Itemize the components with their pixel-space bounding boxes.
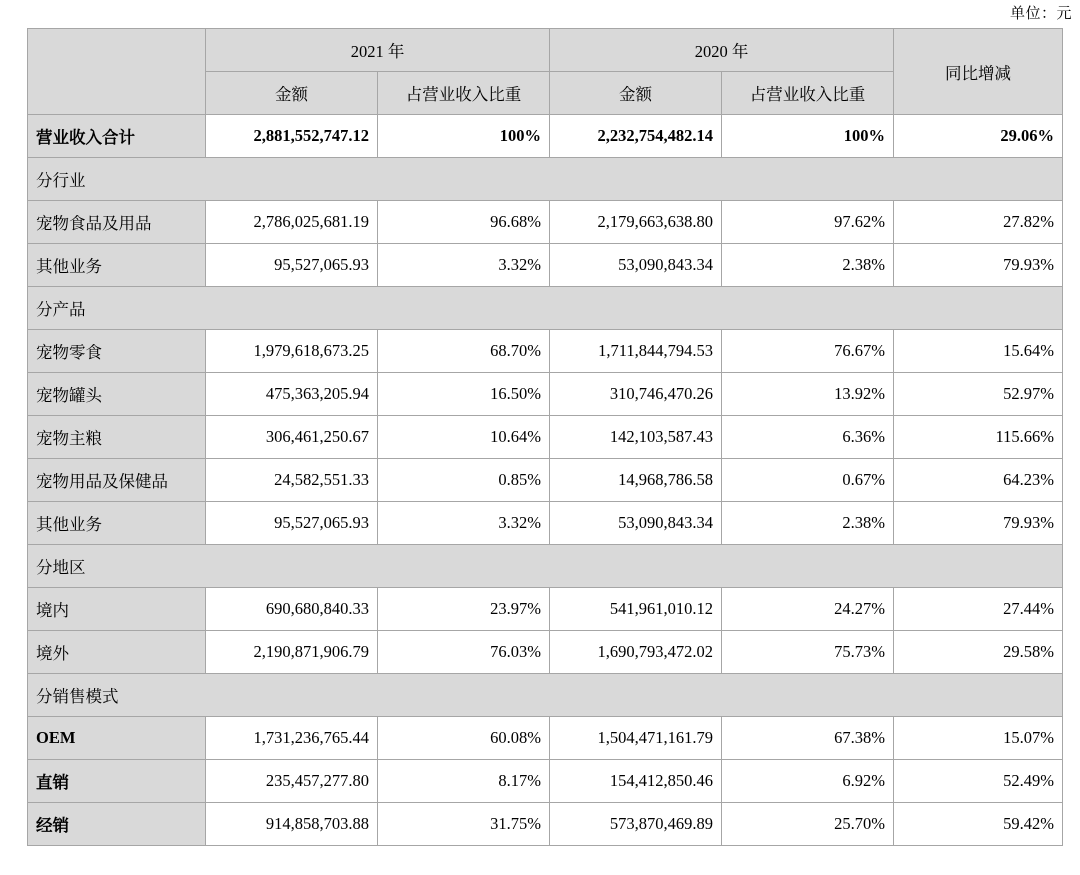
row-label: 营业收入合计 bbox=[28, 115, 206, 158]
table-row bbox=[28, 760, 1063, 803]
cell-ratio-2020: 6.36% bbox=[722, 416, 894, 459]
row-label: 直销 bbox=[28, 760, 206, 803]
cell-amount-2021: 306,461,250.67 bbox=[206, 416, 378, 459]
cell-ratio-2020: 76.67% bbox=[722, 330, 894, 373]
cell-ratio-2020: 97.62% bbox=[722, 201, 894, 244]
cell-ratio-2021: 3.32% bbox=[378, 502, 550, 545]
row-label: 宠物主粮 bbox=[28, 416, 206, 459]
section-label: 分行业 bbox=[28, 158, 1063, 201]
cell-yoy: 52.49% bbox=[894, 760, 1063, 803]
cell-ratio-2021: 100% bbox=[378, 115, 550, 158]
table-row bbox=[28, 373, 1063, 416]
cell-amount-2021: 2,786,025,681.19 bbox=[206, 201, 378, 244]
section-label: 分产品 bbox=[28, 287, 1063, 330]
header-ratio-2020: 占营业收入比重 bbox=[722, 72, 894, 115]
cell-ratio-2021: 60.08% bbox=[378, 717, 550, 760]
table-row bbox=[28, 631, 1063, 674]
table-head bbox=[28, 29, 1063, 115]
cell-ratio-2020: 100% bbox=[722, 115, 894, 158]
cell-yoy: 27.82% bbox=[894, 201, 1063, 244]
cell-ratio-2021: 76.03% bbox=[378, 631, 550, 674]
table-row bbox=[28, 459, 1063, 502]
cell-amount-2020: 1,711,844,794.53 bbox=[550, 330, 722, 373]
table-body bbox=[28, 115, 1063, 846]
cell-amount-2021: 690,680,840.33 bbox=[206, 588, 378, 631]
cell-amount-2020: 310,746,470.26 bbox=[550, 373, 722, 416]
cell-ratio-2020: 2.38% bbox=[722, 244, 894, 287]
row-label: OEM bbox=[28, 717, 206, 760]
revenue-breakdown-table-wrapper bbox=[27, 28, 1062, 846]
table-row bbox=[28, 588, 1063, 631]
cell-ratio-2020: 13.92% bbox=[722, 373, 894, 416]
table-section-row bbox=[28, 674, 1063, 717]
cell-yoy: 79.93% bbox=[894, 244, 1063, 287]
header-year-2021: 2021 年 bbox=[206, 29, 550, 72]
cell-ratio-2021: 3.32% bbox=[378, 244, 550, 287]
table-row bbox=[28, 416, 1063, 459]
cell-ratio-2021: 0.85% bbox=[378, 459, 550, 502]
cell-yoy: 59.42% bbox=[894, 803, 1063, 846]
header-amount-2020: 金额 bbox=[550, 72, 722, 115]
table-section-row bbox=[28, 545, 1063, 588]
cell-amount-2020: 1,690,793,472.02 bbox=[550, 631, 722, 674]
cell-yoy: 29.06% bbox=[894, 115, 1063, 158]
table-row bbox=[28, 502, 1063, 545]
header-ratio-2021: 占营业收入比重 bbox=[378, 72, 550, 115]
cell-yoy: 64.23% bbox=[894, 459, 1063, 502]
cell-ratio-2021: 96.68% bbox=[378, 201, 550, 244]
cell-yoy: 52.97% bbox=[894, 373, 1063, 416]
cell-amount-2020: 142,103,587.43 bbox=[550, 416, 722, 459]
cell-amount-2020: 53,090,843.34 bbox=[550, 244, 722, 287]
cell-yoy: 29.58% bbox=[894, 631, 1063, 674]
cell-amount-2021: 914,858,703.88 bbox=[206, 803, 378, 846]
cell-ratio-2021: 23.97% bbox=[378, 588, 550, 631]
cell-amount-2020: 14,968,786.58 bbox=[550, 459, 722, 502]
table-row bbox=[28, 244, 1063, 287]
cell-ratio-2020: 25.70% bbox=[722, 803, 894, 846]
cell-yoy: 79.93% bbox=[894, 502, 1063, 545]
cell-ratio-2020: 0.67% bbox=[722, 459, 894, 502]
revenue-breakdown-table bbox=[27, 28, 1063, 846]
cell-amount-2020: 53,090,843.34 bbox=[550, 502, 722, 545]
table-section-row bbox=[28, 287, 1063, 330]
table-row bbox=[28, 201, 1063, 244]
cell-amount-2021: 95,527,065.93 bbox=[206, 244, 378, 287]
table-row bbox=[28, 803, 1063, 846]
cell-ratio-2020: 6.92% bbox=[722, 760, 894, 803]
cell-amount-2021: 2,190,871,906.79 bbox=[206, 631, 378, 674]
cell-amount-2020: 154,412,850.46 bbox=[550, 760, 722, 803]
cell-ratio-2021: 31.75% bbox=[378, 803, 550, 846]
cell-amount-2021: 95,527,065.93 bbox=[206, 502, 378, 545]
table-row bbox=[28, 330, 1063, 373]
cell-ratio-2020: 2.38% bbox=[722, 502, 894, 545]
table-header-row-1 bbox=[28, 29, 1063, 72]
table-total-row bbox=[28, 115, 1063, 158]
cell-amount-2020: 541,961,010.12 bbox=[550, 588, 722, 631]
cell-ratio-2021: 8.17% bbox=[378, 760, 550, 803]
header-corner bbox=[28, 29, 206, 115]
row-label: 境外 bbox=[28, 631, 206, 674]
cell-amount-2021: 1,979,618,673.25 bbox=[206, 330, 378, 373]
cell-ratio-2020: 75.73% bbox=[722, 631, 894, 674]
section-label: 分销售模式 bbox=[28, 674, 1063, 717]
section-label: 分地区 bbox=[28, 545, 1063, 588]
row-label: 宠物罐头 bbox=[28, 373, 206, 416]
cell-ratio-2021: 10.64% bbox=[378, 416, 550, 459]
cell-amount-2021: 1,731,236,765.44 bbox=[206, 717, 378, 760]
header-amount-2021: 金额 bbox=[206, 72, 378, 115]
row-label: 经销 bbox=[28, 803, 206, 846]
cell-yoy: 115.66% bbox=[894, 416, 1063, 459]
row-label: 其他业务 bbox=[28, 502, 206, 545]
header-yoy-change: 同比增减 bbox=[894, 29, 1063, 115]
cell-yoy: 27.44% bbox=[894, 588, 1063, 631]
cell-amount-2020: 1,504,471,161.79 bbox=[550, 717, 722, 760]
cell-ratio-2020: 24.27% bbox=[722, 588, 894, 631]
row-label: 其他业务 bbox=[28, 244, 206, 287]
cell-amount-2021: 475,363,205.94 bbox=[206, 373, 378, 416]
cell-amount-2021: 235,457,277.80 bbox=[206, 760, 378, 803]
header-year-2020: 2020 年 bbox=[550, 29, 894, 72]
cell-amount-2020: 2,179,663,638.80 bbox=[550, 201, 722, 244]
table-row bbox=[28, 717, 1063, 760]
cell-ratio-2020: 67.38% bbox=[722, 717, 894, 760]
row-label: 境内 bbox=[28, 588, 206, 631]
cell-ratio-2021: 68.70% bbox=[378, 330, 550, 373]
table-section-row bbox=[28, 158, 1063, 201]
row-label: 宠物用品及保健品 bbox=[28, 459, 206, 502]
cell-yoy: 15.07% bbox=[894, 717, 1063, 760]
cell-amount-2021: 2,881,552,747.12 bbox=[206, 115, 378, 158]
cell-amount-2020: 573,870,469.89 bbox=[550, 803, 722, 846]
unit-note: 单位：元 bbox=[1009, 6, 1072, 22]
row-label: 宠物零食 bbox=[28, 330, 206, 373]
cell-amount-2020: 2,232,754,482.14 bbox=[550, 115, 722, 158]
cell-amount-2021: 24,582,551.33 bbox=[206, 459, 378, 502]
cell-ratio-2021: 16.50% bbox=[378, 373, 550, 416]
row-label: 宠物食品及用品 bbox=[28, 201, 206, 244]
cell-yoy: 15.64% bbox=[894, 330, 1063, 373]
